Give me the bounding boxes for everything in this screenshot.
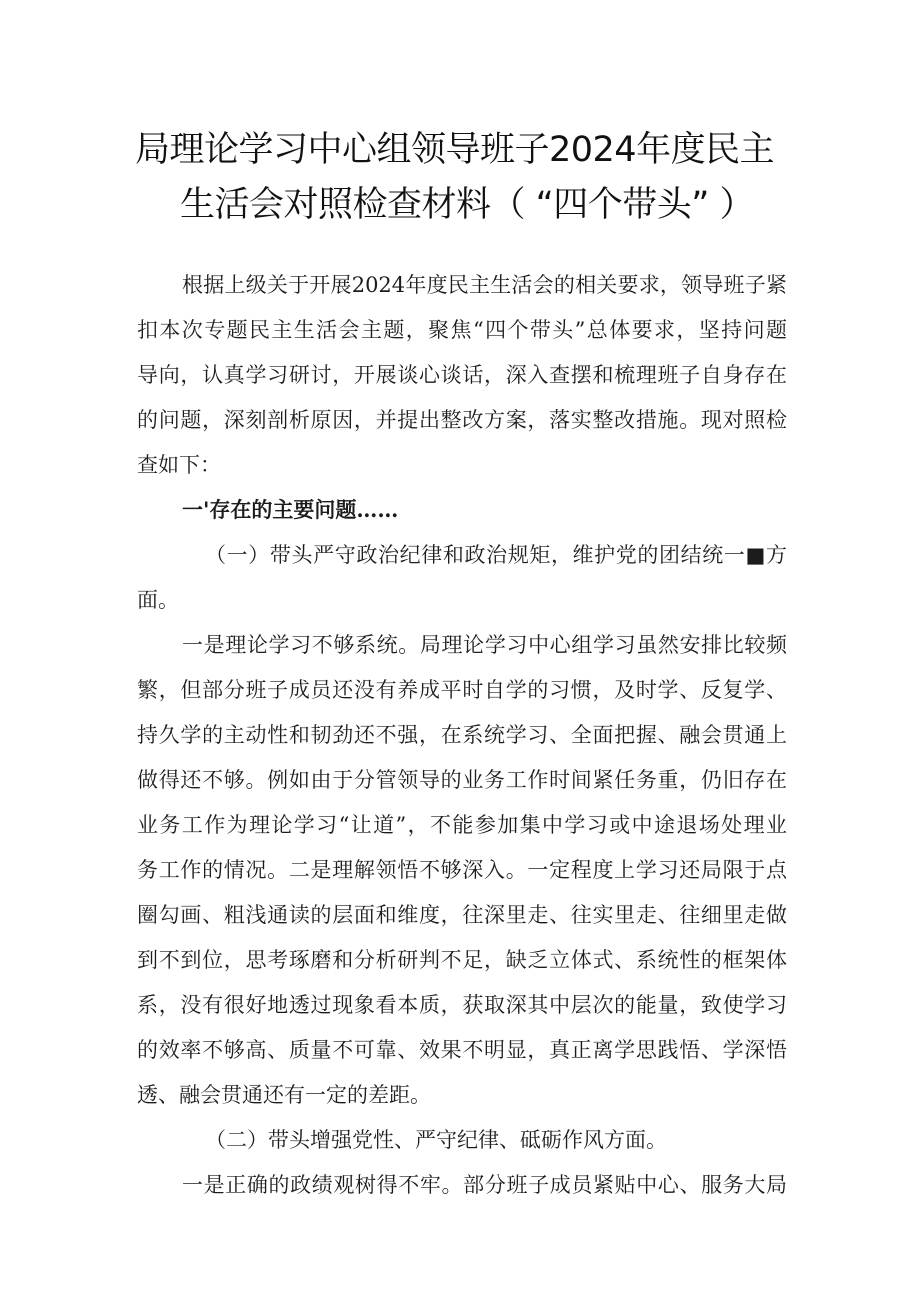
paragraph-line: 到不到位，思考琢磨和分析研判不足，缺乏立体式、系统性的框架体: [137, 948, 787, 972]
paragraph-line: 查如下：: [137, 453, 221, 477]
paragraph-line: 一是正确的政绩观树得不牢。部分班子成员紧贴中心、服务大局: [182, 1173, 787, 1197]
paragraph-line: 务工作的情况。二是理解领悟不够深入。一定程度上学习还局限于点: [137, 858, 787, 882]
subsection-heading: （二）带头增强党性、严守纪律、砥砺作风方面。: [205, 1128, 667, 1152]
subsection-heading-continued: 面。: [137, 588, 179, 612]
paragraph-line: 持久学的主动性和韧劲还不强，在系统学习、全面把握、融会贯通上: [137, 723, 787, 747]
paragraph-line: 圈勾画、粗浅通读的层面和维度，往深里走、往实里走、往细里走做: [137, 903, 787, 927]
paragraph-line: 透、融会贯通还有一定的差距。: [137, 1083, 431, 1107]
paragraph-line: 一是理论学习不够系统。局理论学习中心组学习虽然安排比较频: [182, 633, 787, 657]
paragraph-line: 做得还不够。例如由于分管领导的业务工作时间紧任务重，仍旧存在: [137, 768, 787, 792]
document-title-line-1: 局理论学习中心组领导班子2024年度民主: [135, 130, 775, 170]
paragraph-line: 根据上级关于开展2024年度民主生活会的相关要求，领导班子紧: [182, 273, 787, 297]
paragraph-line: 的问题，深刻剖析原因，并提出整改方案，落实整改措施。现对照检: [137, 408, 787, 432]
subsection-heading: （一）带头严守政治纪律和政治规矩，维护党的团结统一■方: [205, 543, 787, 567]
paragraph-line: 导向，认真学习研讨，开展谈心谈话，深入查摆和梳理班子自身存在: [137, 363, 787, 387]
paragraph-line: 繁，但部分班子成员还没有养成平时自学的习惯，及时学、反复学、: [137, 678, 787, 702]
document-title-line-2: 生活会对照检查材料（ “四个带头” ）: [180, 185, 755, 225]
section-heading: 一'存在的主要问题……: [182, 497, 399, 522]
paragraph-line: 业务工作为理论学习“让道”，不能参加集中学习或中途退场处理业: [137, 813, 787, 837]
paragraph-line: 系，没有很好地透过现象看本质，获取深其中层次的能量，致使学习: [137, 993, 787, 1017]
paragraph-line: 的效率不够高、质量不可靠、效果不明显，真正离学思践悟、学深悟: [137, 1038, 787, 1062]
paragraph-line: 扣本次专题民主生活会主题，聚焦“四个带头”总体要求，坚持问题: [137, 318, 787, 342]
